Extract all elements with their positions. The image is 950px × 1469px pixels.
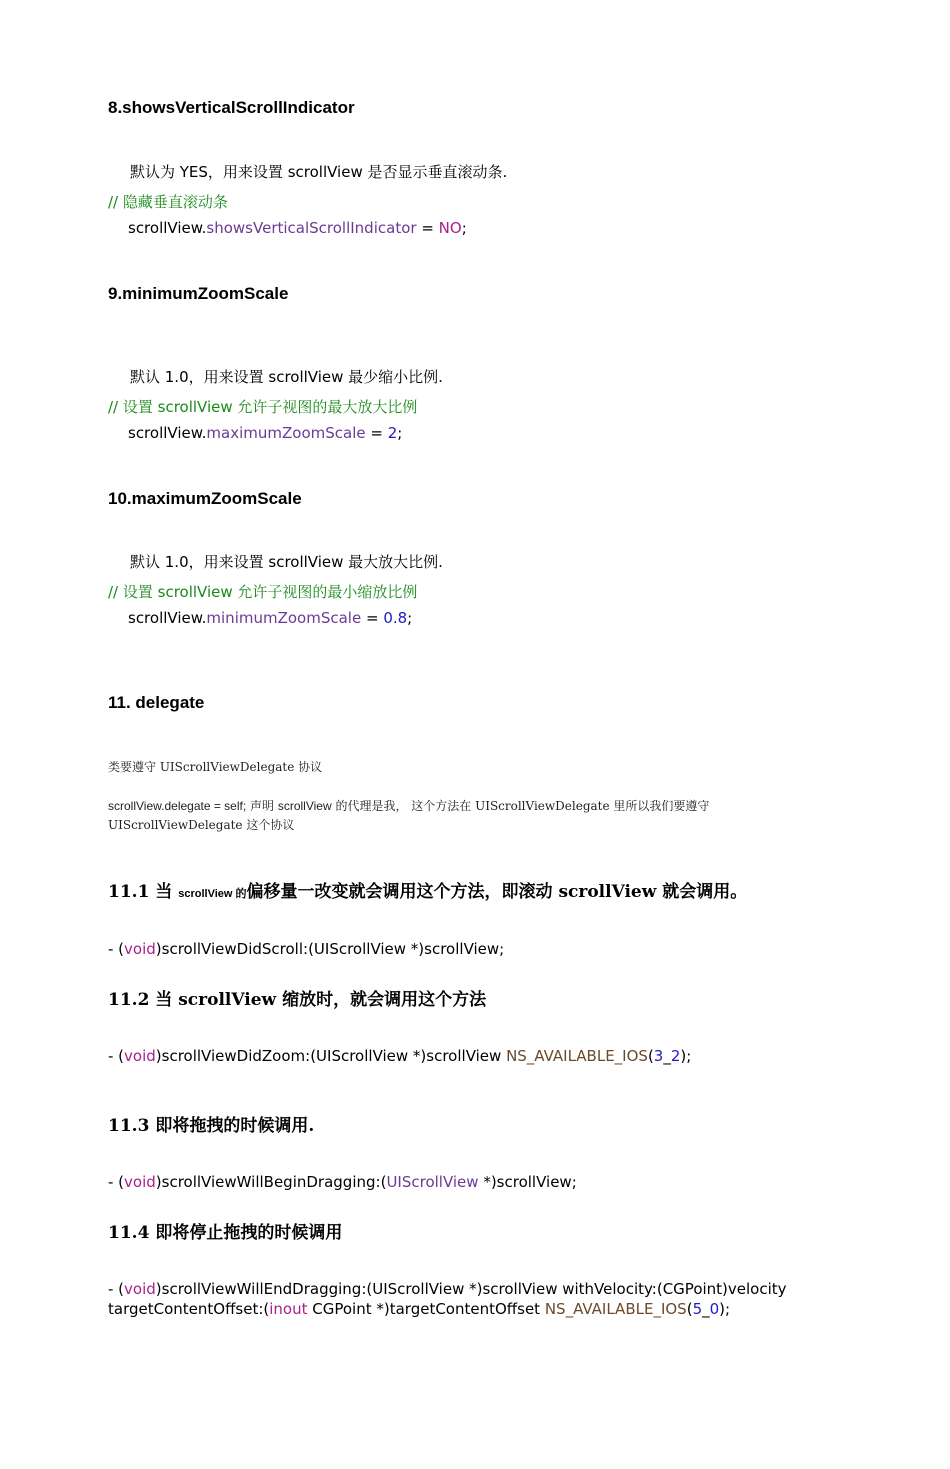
sig-keyword: void (124, 1173, 156, 1191)
code-end: ; (461, 219, 467, 237)
code-property: minimumZoomScale (206, 609, 362, 627)
sig-part: *)scrollView; (478, 1173, 577, 1191)
code-line-8 (128, 219, 467, 237)
code-value: 2 (387, 424, 398, 442)
sig-part: )scrollViewDidScroll:(UIScrollView *)scrollView; (155, 940, 505, 958)
sig-part: ( (647, 1047, 654, 1065)
code-end: ; (407, 609, 413, 627)
sig-number: 0 (709, 1300, 720, 1318)
code-value: 0.8 (383, 609, 408, 627)
delegate-note-obj: scrollView (277, 799, 332, 813)
heading-11-3: 11.3 即将拖拽的时候调用. (108, 1116, 315, 1136)
sig-number: 3 (653, 1047, 664, 1065)
sig-part: targetContentOffset:( (108, 1300, 270, 1318)
sig-part: - ( (108, 940, 125, 958)
method-signature-will-end-dragging-1 (108, 1280, 787, 1298)
method-signature-will-end-dragging-2 (108, 1300, 730, 1318)
sig-class: UIScrollView (386, 1173, 479, 1191)
method-signature-did-zoom (108, 1047, 691, 1065)
sig-part: CGPoint *)targetContentOffset (307, 1300, 545, 1318)
code-object: scrollView. (128, 219, 207, 237)
method-signature-did-scroll (108, 940, 504, 958)
heading-11-1 (108, 877, 747, 902)
sig-part: - ( (108, 1280, 125, 1298)
delegate-note-rest: 的代理是我， 这个方法在 UIScrollViewDelegate 里所以我们要遵守 (331, 799, 710, 813)
code-object: scrollView. (128, 609, 207, 627)
code-operator: = (365, 424, 388, 442)
sig-keyword: void (124, 1280, 156, 1298)
sig-number: 5 (692, 1300, 703, 1318)
delegate-note-1: 类要遵守 UIScrollViewDelegate 协议 (108, 760, 323, 774)
sig-part: ); (680, 1047, 692, 1065)
code-line-9 (128, 424, 402, 442)
sig-part: - ( (108, 1173, 125, 1191)
delegate-note-2 (108, 797, 709, 814)
code-end: ; (397, 424, 403, 442)
comment-8: // 隐藏垂直滚动条 (108, 193, 228, 211)
heading-small-part: scrollView 的 (178, 888, 247, 900)
method-signature-will-begin-dragging (108, 1173, 577, 1191)
heading-10: 10.maximumZoomScale (108, 489, 302, 508)
heading-11-2: 11.2 当 scrollView 缩放时，就会调用这个方法 (108, 990, 487, 1010)
code-object: scrollView. (128, 424, 207, 442)
sig-keyword: void (124, 1047, 156, 1065)
heading-11-4: 11.4 即将停止拖拽的时候调用 (108, 1223, 343, 1243)
code-property: maximumZoomScale (206, 424, 366, 442)
delegate-code: scrollView.delegate = self; (108, 799, 247, 813)
sig-keyword: void (124, 940, 156, 958)
heading-part: 偏移量一改变就会调用这个方法，即滚动 scrollView 就会调用。 (246, 882, 748, 902)
sig-part: ); (719, 1300, 731, 1318)
code-operator: = (361, 609, 384, 627)
sig-part: )scrollViewWillBeginDragging:( (155, 1173, 387, 1191)
sig-part: ( (686, 1300, 693, 1318)
heading-part: 11.1 当 (108, 882, 179, 902)
sig-part: _ (663, 1047, 671, 1065)
sig-macro: NS_AVAILABLE_IOS (544, 1300, 687, 1318)
heading-9: 9.minimumZoomScale (108, 284, 289, 303)
delegate-note-3: UIScrollViewDelegate 这个协议 (108, 818, 295, 832)
description-8: 默认为 YES，用来设置 scrollView 是否显示垂直滚动条. (130, 163, 508, 181)
sig-part: )scrollViewWillEndDragging:(UIScrollView *)scrollView withVelocity:(CGPoint)velocity (155, 1280, 787, 1298)
delegate-note-text: 声明 (246, 799, 278, 813)
sig-part: - ( (108, 1047, 125, 1065)
sig-keyword: inout (269, 1300, 308, 1318)
sig-part: )scrollViewDidZoom:(UIScrollView *)scrollView (155, 1047, 507, 1065)
comment-10: // 设置 scrollView 允许子视图的最小缩放比例 (108, 583, 418, 601)
heading-11: 11. delegate (108, 693, 205, 712)
code-property: showsVerticalScrollIndicator (206, 219, 417, 237)
sig-part: _ (702, 1300, 710, 1318)
code-line-10 (128, 609, 412, 627)
sig-number: 2 (670, 1047, 681, 1065)
description-10: 默认 1.0，用来设置 scrollView 最大放大比例. (130, 553, 443, 571)
sig-macro: NS_AVAILABLE_IOS (506, 1047, 648, 1065)
code-value: NO (438, 219, 462, 237)
code-operator: = (416, 219, 439, 237)
comment-9: // 设置 scrollView 允许子视图的最大放大比例 (108, 398, 418, 416)
description-9: 默认 1.0，用来设置 scrollView 最少缩小比例. (130, 368, 443, 386)
heading-8: 8.showsVerticalScrollIndicator (108, 98, 355, 117)
